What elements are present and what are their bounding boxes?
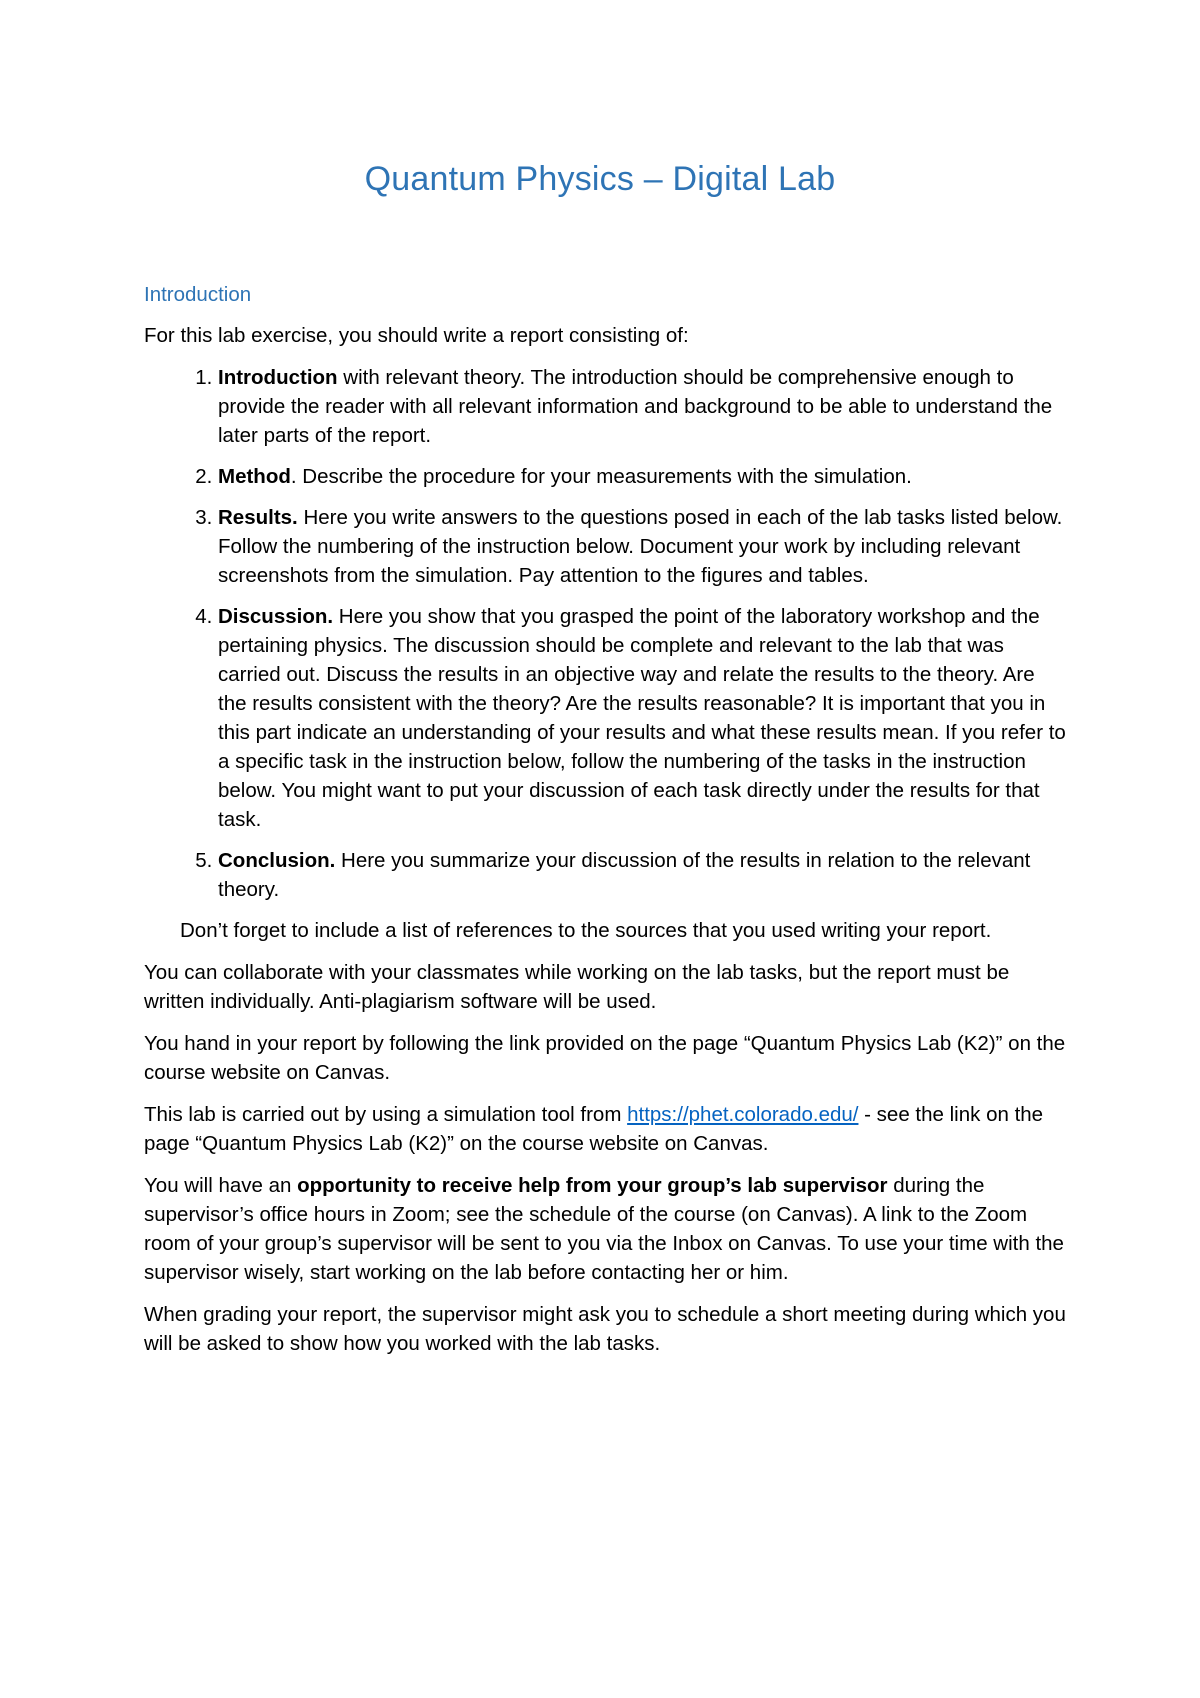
list-item-term: Introduction [218, 366, 338, 389]
page-title: Quantum Physics – Digital Lab [364, 160, 836, 198]
references-note: Don’t forget to include a list of references to the sources that you used writing your report. [180, 919, 992, 942]
grading-paragraph: When grading your report, the supervisor might ask you to schedule a short meeting during which you will be asked to show how you worked with the lab tasks. [144, 1303, 1066, 1355]
simulation-text-after: - see the link on the page “Quantum Physics Lab (K2)” on the course website on Canvas. [144, 1103, 1044, 1155]
list-item [218, 503, 1066, 590]
document-body [144, 280, 1066, 1371]
phet-link[interactable]: https://phet.colorado.edu/ [627, 1103, 859, 1126]
list-item [218, 462, 1066, 491]
simulation-paragraph [144, 1100, 1066, 1158]
list-item [218, 363, 1066, 450]
list-item-term: Conclusion. [218, 849, 336, 872]
help-text-before: You will have an [144, 1174, 298, 1197]
collaborate-paragraph: You can collaborate with your classmates while working on the lab tasks, but the report must be written individually. Anti-plagiarism software will be used. [144, 961, 1010, 1013]
list-item-text: . Describe the procedure for your measurements with the simulation. [290, 465, 912, 488]
list-item [218, 602, 1066, 834]
report-structure-list [144, 363, 1066, 904]
hand-in-paragraph: You hand in your report by following the link provided on the page “Quantum Physics Lab (K2)” on the course website on Canvas. [144, 1032, 1066, 1084]
list-item-text: Here you write answers to the questions posed in each of the lab tasks listed below. Follow the numbering of the instruction below. Document your work by including relevant screenshots from the simulation. Pay attention to the figures and tables. [218, 506, 1063, 587]
list-item-text: Here you show that you grasped the point of the laboratory workshop and the pertaining physics. The discussion should be complete and relevant to the lab that was carried out. Discuss the results in an objective way and relate the results to the theory. Are the results consistent with the theory? Are the results reasonable? It is important that you in this part indicate an understanding of your results and what these results mean. If you refer to a specific task in the instruction below, follow the numbering of the tasks in the instruction below. You might want to put your discussion of each task directly under the results for that task. [218, 605, 1066, 831]
simulation-text-before: This lab is carried out by using a simulation tool from [144, 1103, 628, 1126]
list-item-term: Results. [218, 506, 298, 529]
list-item-text: Here you summarize your discussion of the results in relation to the relevant theory. [218, 849, 1031, 901]
help-text-after: during the supervisor’s office hours in Zoom; see the schedule of the course (on Canvas). A link to the Zoom room of your group’s supervisor will be sent to you via the Inbox on Canvas. To use your time with the supervisor wisely, start working on the lab before contacting her or him. [144, 1174, 1064, 1284]
help-paragraph [144, 1171, 1066, 1287]
list-item [218, 846, 1066, 904]
help-text-bold: opportunity to receive help from your group’s lab supervisor [297, 1174, 888, 1197]
section-heading-introduction: Introduction [144, 283, 252, 306]
list-item-term: Method [218, 465, 291, 488]
intro-lead-paragraph: For this lab exercise, you should write a report consisting of: [144, 324, 689, 347]
list-item-text: with relevant theory. The introduction should be comprehensive enough to provide the reader with all relevant information and background to be able to understand the later parts of the report. [218, 366, 1053, 447]
list-item-term: Discussion. [218, 605, 334, 628]
